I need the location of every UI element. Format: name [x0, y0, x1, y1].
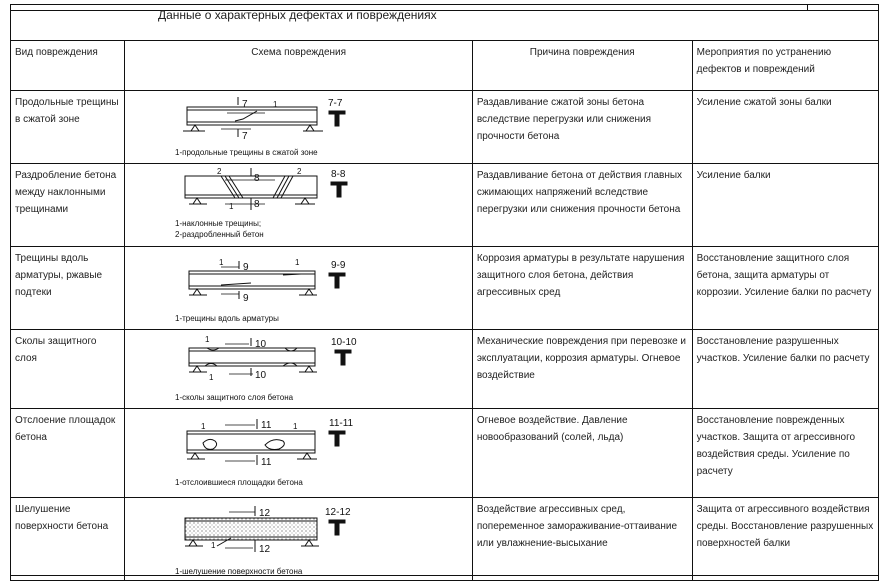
scheme-caption: 1-трещины вдоль арматуры — [175, 314, 280, 323]
defect-type: Сколы защитного слоя — [11, 330, 125, 409]
tee-section — [329, 520, 345, 535]
damage-scheme — [125, 247, 472, 330]
defect-cause: Раздавливание сжатой зоны бетона вследствие перегрузки или снижения прочности бетона — [472, 91, 692, 164]
crack-label: 1 — [201, 422, 206, 431]
defect-cause: Механические повреждения при перевозке и эксплуатации, коррозия арматуры. Огневое воздействие — [472, 330, 692, 409]
crack-label-right: 1 — [295, 258, 300, 267]
damage-scheme — [125, 91, 472, 164]
table-header-row — [11, 41, 879, 91]
section-mark-top: 8 — [254, 173, 260, 184]
defect-measures: Восстановление поврежденных участков. Защита от агрессивного воздействия среды. Усиление по расчету — [692, 409, 878, 498]
section-mark-top: 12 — [259, 508, 271, 519]
tee-section — [329, 273, 345, 288]
section-mark-bottom: 12 — [259, 544, 271, 555]
defect-type: Отслоение площадок бетона — [11, 409, 125, 498]
scheme-caption-2: 2-раздробленный бетон — [175, 230, 265, 239]
scheme-caption: 1-сколы защитного слоя бетона — [175, 393, 294, 402]
defect-type: Продольные трещины в сжатой зоне — [11, 91, 125, 164]
tee-section — [329, 111, 345, 126]
table-row — [11, 247, 879, 330]
table-row — [11, 409, 879, 498]
table-row — [11, 164, 879, 247]
scheme-caption: 1-отслоившиеся площадки бетона — [175, 478, 304, 487]
tee-section — [329, 431, 345, 446]
section-mark-top: 9 — [243, 262, 249, 273]
table-row — [11, 330, 879, 409]
defects-table — [10, 40, 879, 581]
defect-measures: Восстановление разрушенных участков. Усиление балки по расчету — [692, 330, 878, 409]
defect-cause: Раздавливание бетона от действия главных сжимающих напряжений вследствие перегрузки или снижения прочности бетона — [472, 164, 692, 247]
crack-label-bottom: 1 — [209, 373, 214, 382]
beam-drawing — [187, 419, 317, 465]
defect-cause: Коррозия арматуры в результате нарушения защитного слоя бетона, действия агрессивных сред — [472, 247, 692, 330]
scheme-caption: 1-продольные трещины в сжатой зоне — [175, 148, 319, 157]
defect-cause: Воздействие агрессивных сред, попеременное замораживание-оттаивание или увлажнение-высыхание — [472, 498, 692, 581]
defect-type: Раздробление бетона между наклонными трещинами — [11, 164, 125, 247]
beam-drawing — [185, 506, 319, 552]
defect-cause: Огневое воздействие. Давление новообразований (солей, льда) — [472, 409, 692, 498]
page-title: Данные о характерных дефектах и повреждениях — [158, 8, 437, 22]
crack-label-right: 1 — [293, 422, 298, 431]
section-mark-top: 11 — [261, 420, 272, 431]
defect-type: Шелушение поверхности бетона — [11, 498, 125, 581]
section-label: 9-9 — [331, 260, 346, 271]
crack-label: 1 — [273, 100, 278, 109]
crushed-label: 2 — [217, 167, 222, 176]
section-label: 10-10 — [331, 337, 358, 348]
section-label: 8-8 — [331, 169, 346, 180]
scheme-caption: 1-шелушение поверхности бетона — [175, 567, 303, 576]
section-mark-top: 7 — [242, 99, 248, 110]
top-strip — [11, 5, 878, 11]
section-mark-bottom: 11 — [261, 457, 272, 468]
crack-label: 1 — [205, 335, 210, 344]
header-cause: Причина повреждения — [472, 41, 692, 91]
crack-label: 1 — [229, 202, 234, 211]
section-label: 7-7 — [328, 98, 343, 109]
damage-scheme — [125, 498, 472, 581]
tee-section — [331, 182, 347, 197]
crack-label: 1 — [211, 541, 216, 550]
defect-type: Трещины вдоль арматуры, ржавые подтеки — [11, 247, 125, 330]
tee-section — [335, 350, 351, 365]
crack-label: 1 — [219, 258, 224, 267]
scheme-caption: 1-наклонные трещины; — [175, 219, 262, 228]
defect-measures: Восстановление защитного слоя бетона, защита арматуры от коррозии. Усиление балки по расчету — [692, 247, 878, 330]
damage-scheme — [125, 330, 472, 409]
section-mark-top: 10 — [255, 339, 267, 350]
header-type: Вид повреждения — [11, 41, 125, 91]
damage-scheme — [125, 409, 472, 498]
section-label: 11-11 — [329, 418, 354, 429]
defect-measures: Защита от агрессивного воздействия среды. Восстановление разрушенных поверхностей балки — [692, 498, 878, 581]
section-mark-bottom: 7 — [242, 131, 248, 142]
header-scheme: Схема повреждения — [125, 41, 472, 91]
defect-measures: Усиление сжатой зоны балки — [692, 91, 878, 164]
crushed-label-right: 2 — [297, 167, 302, 176]
beam-drawing — [183, 97, 323, 137]
section-mark-bottom: 9 — [243, 293, 249, 304]
table-row — [11, 91, 879, 164]
section-label: 12-12 — [325, 507, 352, 518]
section-mark-bottom: 8 — [254, 199, 260, 210]
damage-scheme — [125, 164, 472, 247]
header-measures: Мероприятия по устранению дефектов и повреждений — [692, 41, 878, 91]
section-mark-bottom: 10 — [255, 370, 267, 381]
table-row — [11, 498, 879, 581]
defect-measures: Усиление балки — [692, 164, 878, 247]
